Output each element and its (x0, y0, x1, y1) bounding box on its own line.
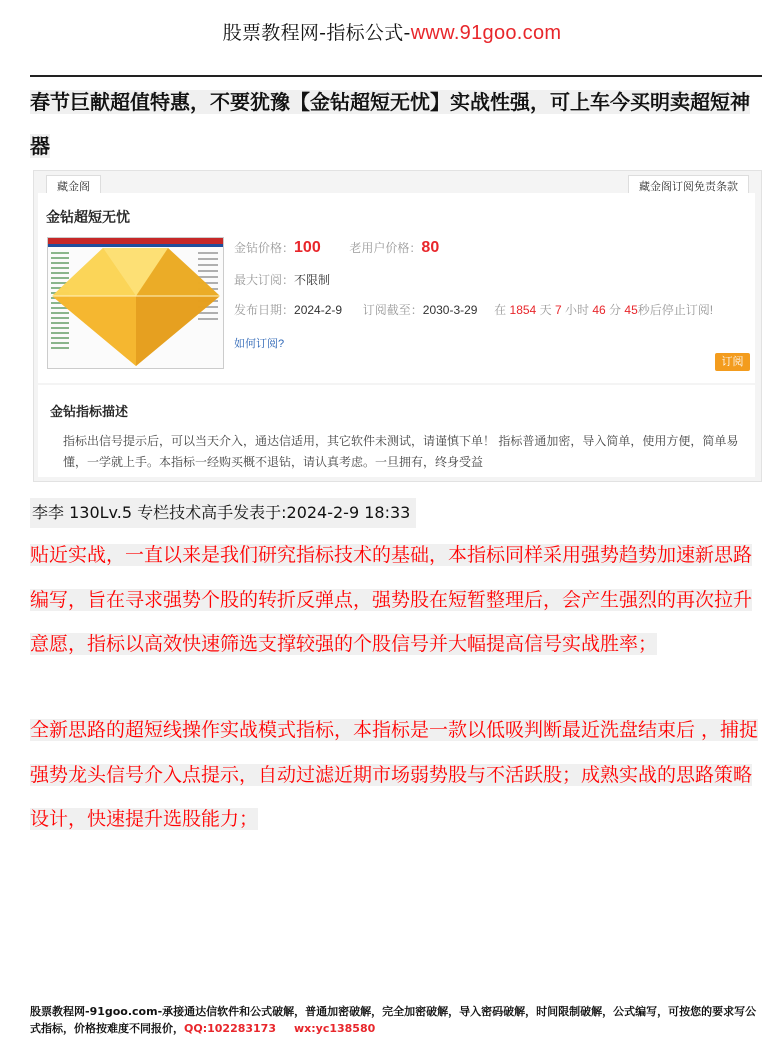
countdown-suffix: 秒后停止订阅! (637, 303, 714, 317)
max-sub-value: 不限制 (294, 273, 331, 287)
countdown-hours-unit: 小时 (564, 303, 589, 317)
diamond-thumbnail-image (48, 238, 223, 368)
product-card (33, 170, 762, 482)
header-divider (30, 75, 762, 77)
countdown-days-unit: 天 (539, 303, 552, 317)
footer-wx: wx:yc138580 (294, 1022, 376, 1035)
max-subscription-row (234, 271, 330, 288)
countdown-prefix: 在 (494, 303, 507, 317)
tab-disclaimer[interactable]: 藏金阁订阅免责条款 (628, 175, 749, 197)
post-paragraph-1 (30, 533, 762, 667)
how-to-subscribe-link[interactable]: 如何订阅? (234, 338, 285, 350)
product-info-panel (38, 193, 755, 383)
footer-qq: QQ:102283173 (184, 1022, 276, 1035)
product-thumbnail (47, 237, 224, 369)
post-paragraph-1-text: 贴近实战，一直以来是我们研究指标技术的基础，本指标同样采用强势趋势加速新思路编写，旨在寻求强势个股的转折反弹点，强势股在短暂整理后，会产生强烈的再次拉升意愿，指标以高效快速筛选支撑较强的个股信号并大幅提高信号实战胜率； (30, 544, 753, 655)
price-value: 100 (294, 239, 321, 256)
description-panel (38, 385, 755, 477)
how-to-row (234, 335, 284, 351)
price-label: 金钻价格： (234, 241, 295, 255)
date-row (234, 301, 713, 318)
site-url-link[interactable]: www.91goo.com (410, 22, 562, 44)
deadline-label: 订阅截至： (362, 303, 423, 317)
post-paragraph-2-text: 全新思路的超短线操作实战模式指标，本指标是一款以低吸判断最近洗盘结束后 ，捕捉强势龙头信号介入点提示，自动过滤近期市场弱势股与不活跃股；成熟实战的思路策略设计，快速提升选股能力； (30, 719, 759, 830)
site-header-text: 股票教程网-指标公式- (222, 22, 411, 44)
deadline-date: 2030-3-29 (422, 303, 478, 317)
product-name: 金钻超短无忧 (46, 209, 130, 225)
countdown-minutes: 46 (592, 303, 606, 317)
old-price-value: 80 (421, 239, 440, 256)
description-text: 指标出信号提示后，可以当天介入，通达信适用，其它软件未测试，请谨慎下单！ 指标普通加密，导入简单，使用方便，简单易懂，一学就上手。本指标一经购买概不退钻，请认真考虑。一旦拥有，终身受益 (63, 434, 739, 469)
max-sub-label: 最大订阅： (234, 273, 295, 287)
tab-cangjinge[interactable]: 藏金阁 (46, 175, 101, 197)
old-price-label: 老用户价格： (349, 241, 422, 255)
site-header (0, 18, 784, 45)
article-title-text: 春节巨献超值特惠，不要犹豫【金钻超短无忧】实战性强，可上车今买明卖超短神器 (30, 90, 750, 158)
countdown-days: 1854 (509, 303, 537, 317)
footer-text: 股票教程网-91goo.com-承接通达信软件和公式破解，普通加密破解，完全加密破解，导入密码破解，时间限制破解，公式编写，可按您的要求写公式指标，价格按难度不同报价， (30, 1005, 757, 1035)
countdown-seconds: 45 (624, 303, 638, 317)
post-paragraph-2 (30, 708, 762, 842)
countdown-minutes-unit: 分 (609, 303, 622, 317)
page-footer (30, 1003, 765, 1037)
price-row (234, 239, 439, 257)
post-author-line: 李李 130Lv.5 专栏技术高手发表于:2024-2-9 18:33 (30, 498, 416, 528)
countdown-hours: 7 (554, 303, 562, 317)
description-title: 金钻指标描述 (50, 404, 129, 419)
publish-label: 发布日期： (234, 303, 295, 317)
subscribe-button[interactable]: 订阅 (715, 353, 750, 371)
publish-date: 2024-2-9 (294, 303, 343, 317)
article-title (30, 80, 765, 168)
